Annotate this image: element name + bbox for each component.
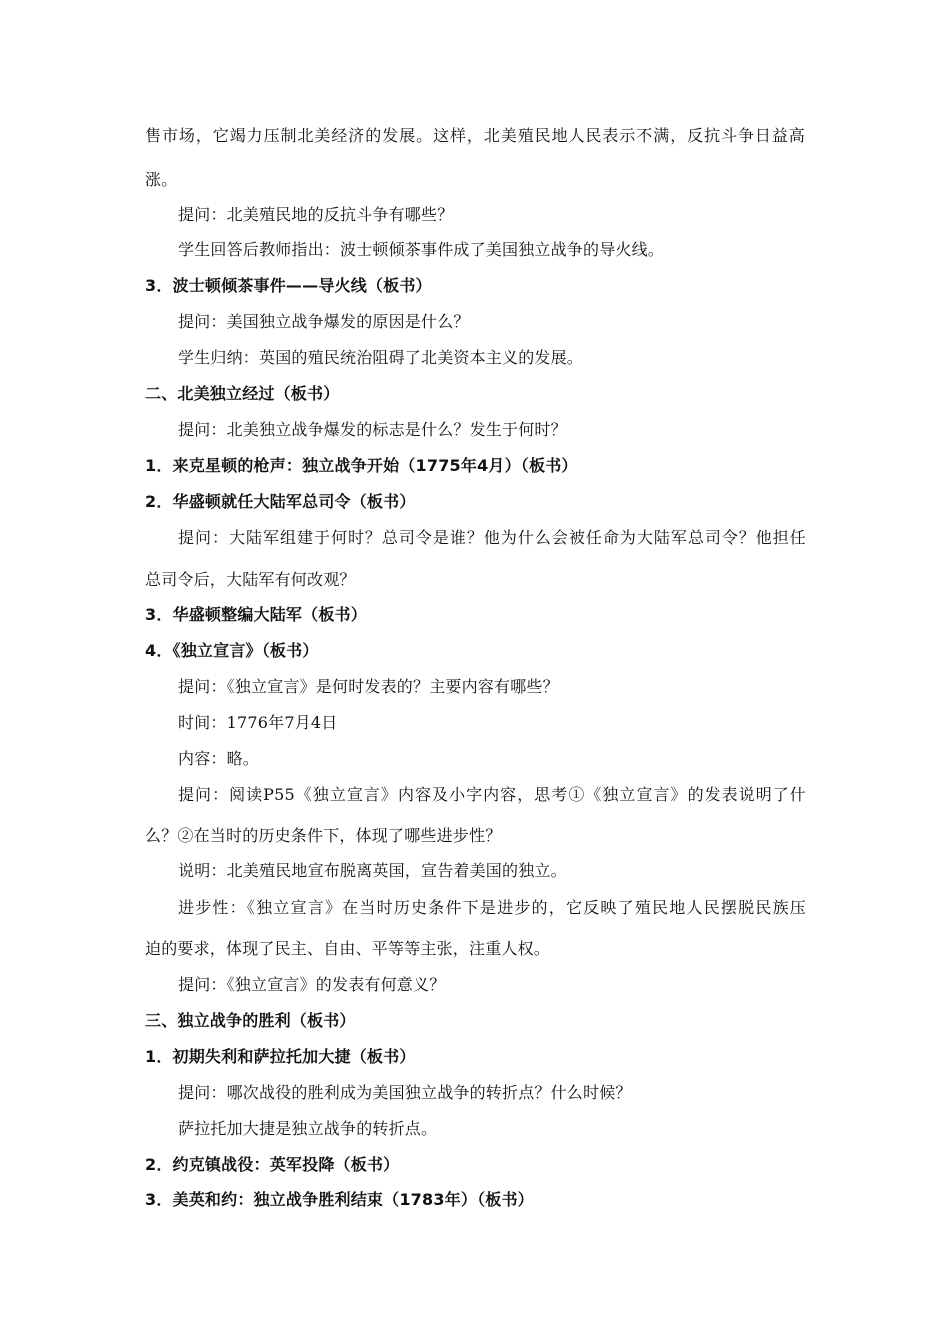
question-line: 提问：《独立宣言》的发表有何意义？ [178,975,446,994]
paragraph-line: 迫的要求，体现了民主、自由、平等等主张，注重人权。 [145,939,551,958]
question-line: 提问：北美独立战争爆发的标志是什么？发生于何时？ [178,420,567,439]
section-heading: 三、独立战争的胜利（板书） [145,1011,356,1030]
paragraph-line: 么？②在当时的历史条件下，体现了哪些进步性？ [145,826,502,845]
paragraph-line: 萨拉托加大捷是独立战争的转折点。 [178,1119,438,1138]
board-heading: 2．华盛顿就任大陆军总司令（板书） [145,492,416,511]
board-heading: 3．华盛顿整编大陆军（板书） [145,605,367,624]
paragraph-line: 时间：1776年7月4日 [178,713,338,732]
question-line: 提问：哪次战役的胜利成为美国独立战争的转折点？什么时候？ [178,1083,632,1102]
paragraph-line: 学生归纳：英国的殖民统治阻碍了北美资本主义的发展。 [178,348,584,367]
paragraph-line: 说明：北美殖民地宣布脱离英国，宣告着美国的独立。 [178,861,567,880]
question-line: 提问：北美殖民地的反抗斗争有哪些？ [178,205,454,224]
paragraph-line: 进步性：《独立宣言》在当时历史条件下是进步的，它反映了殖民地人民摆脱民族压 [178,898,806,917]
paragraph-line: 总司令后，大陆军有何改观？ [145,570,356,589]
question-line: 提问：阅读P55《独立宣言》内容及小字内容，思考①《独立宣言》的发表说明了什 [178,785,806,804]
board-heading: 1．来克星顿的枪声：独立战争开始（1775年4月）（板书） [145,456,578,475]
question-line: 提问：《独立宣言》是何时发表的？主要内容有哪些？ [178,677,559,696]
section-heading: 二、北美独立经过（板书） [145,384,340,403]
paragraph-line: 内容：略。 [178,749,260,768]
question-line: 提问：大陆军组建于何时？总司令是谁？他为什么会被任命为大陆军总司令？他担任 [178,528,806,547]
board-heading: 3．波士顿倾茶事件——导火线（板书） [145,276,432,295]
paragraph-line: 涨。 [145,170,178,189]
board-heading: 2．约克镇战役：英军投降（板书） [145,1155,400,1174]
board-heading: 1．初期失利和萨拉托加大捷（板书） [145,1047,416,1066]
board-heading: 3．美英和约：独立战争胜利结束（1783年）（板书） [145,1190,534,1209]
board-heading: 4．《独立宣言》（板书） [145,641,319,660]
question-line: 提问：美国独立战争爆发的原因是什么？ [178,312,470,331]
paragraph-line: 售市场，它竭力压制北美经济的发展。这样，北美殖民地人民表示不满，反抗斗争日益高 [145,126,805,145]
paragraph-line: 学生回答后教师指出：波士顿倾茶事件成了美国独立战争的导火线。 [178,240,665,259]
